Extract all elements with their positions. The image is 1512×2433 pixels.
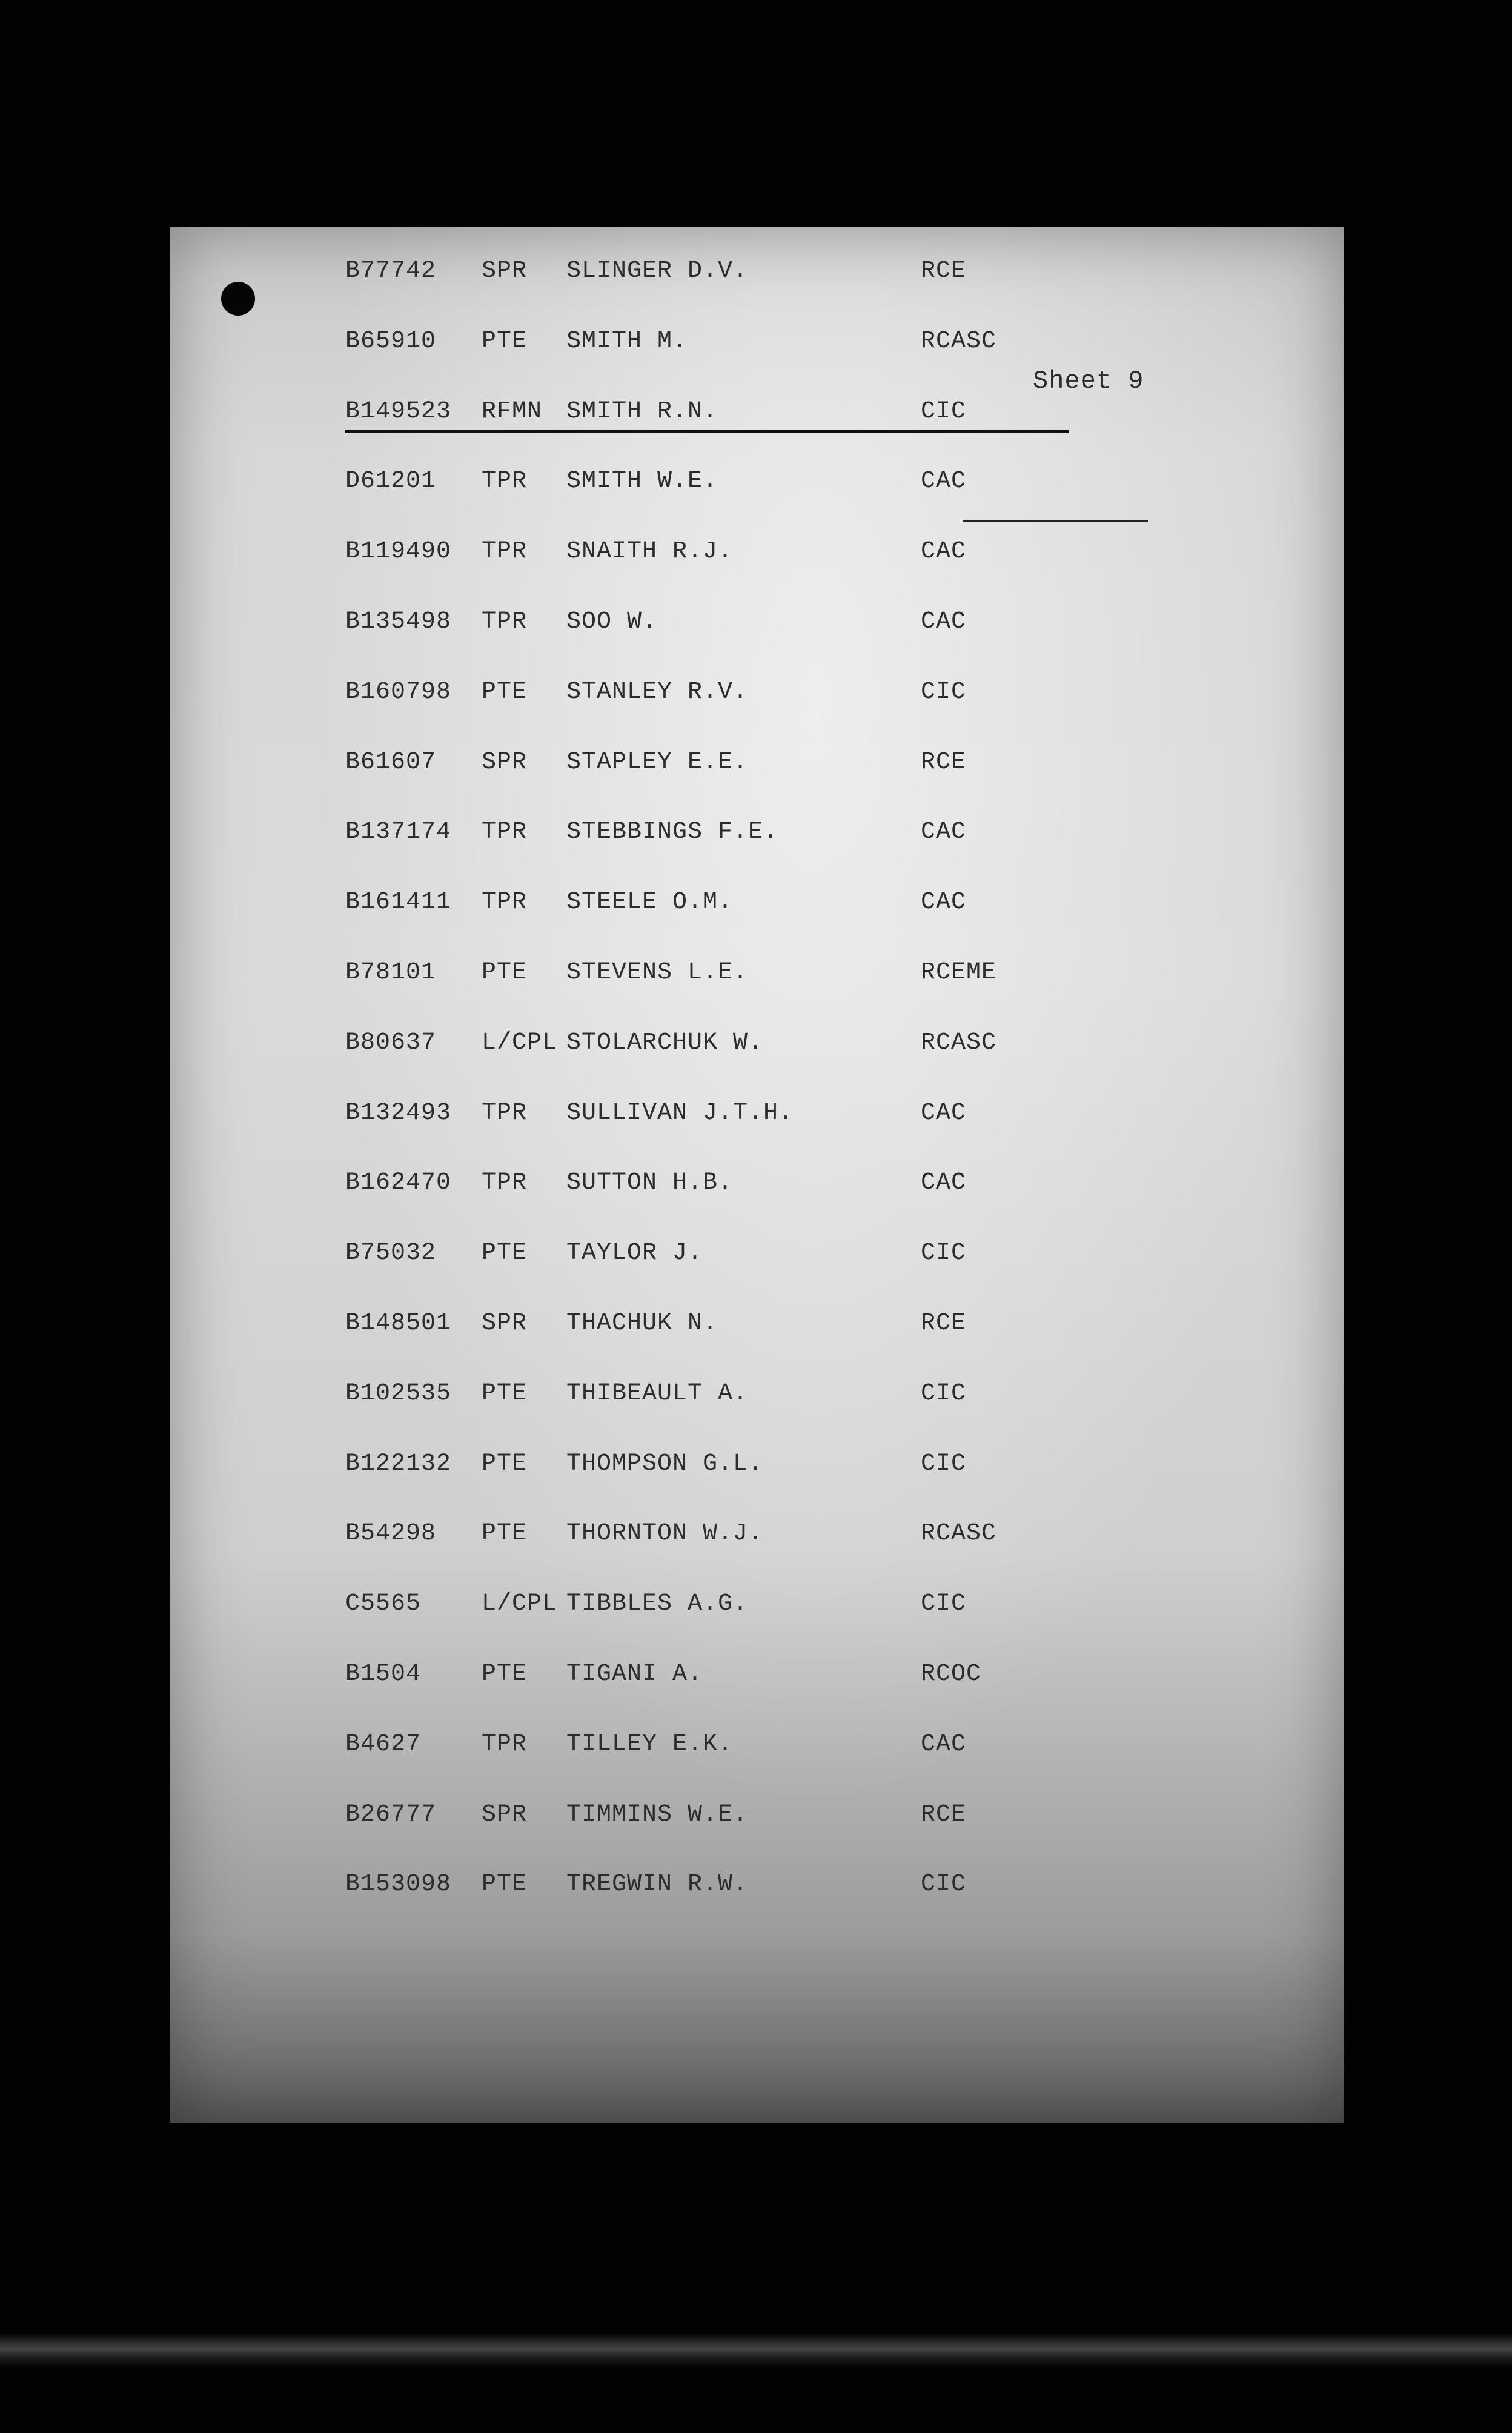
list-row [170, 1520, 1344, 1562]
rank: PTE [482, 1520, 528, 1548]
unit: CIC [921, 1379, 967, 1407]
rank: TPR [482, 889, 528, 917]
list-row [170, 1871, 1344, 1913]
list-row [170, 1590, 1344, 1633]
unit: CAC [921, 1099, 967, 1127]
unit: CAC [921, 1169, 967, 1197]
service-number: D61201 [345, 468, 437, 496]
service-number: B61607 [345, 748, 437, 776]
unit: RCEME [921, 959, 997, 986]
document-sheet [170, 227, 1344, 2123]
rank: PTE [482, 1871, 528, 1899]
rank: PTE [482, 678, 528, 706]
unit: RCE [921, 748, 967, 776]
soldier-name: STEELE O.M. [566, 889, 734, 917]
soldier-name: SULLIVAN J.T.H. [566, 1099, 794, 1127]
list-row [170, 538, 1344, 580]
unit: CIC [921, 678, 967, 706]
unit: CAC [921, 1730, 967, 1758]
rank: TPR [482, 538, 528, 566]
service-number: B161411 [345, 889, 452, 917]
unit: RCASC [921, 1029, 997, 1057]
rank: PTE [482, 1450, 528, 1478]
unit: CAC [921, 608, 967, 636]
unit: CAC [921, 538, 967, 566]
soldier-name: TREGWIN R.W. [566, 1871, 749, 1899]
rank: L/CPL [482, 1029, 558, 1057]
soldier-name: STOLARCHUK W. [566, 1029, 764, 1057]
service-number: B135498 [345, 608, 452, 636]
service-number: B119490 [345, 538, 452, 566]
soldier-name: STEBBINGS F.E. [566, 818, 779, 846]
service-number: B137174 [345, 818, 452, 846]
service-number: B148501 [345, 1310, 452, 1337]
list-row [170, 1731, 1344, 1773]
service-number: B153098 [345, 1871, 452, 1899]
service-number: B54298 [345, 1520, 437, 1548]
service-number: B80637 [345, 1029, 437, 1057]
soldier-name: SOO W. [566, 608, 658, 636]
rank: TPR [482, 1099, 528, 1127]
rank: TPR [482, 818, 528, 846]
soldier-name: STEVENS L.E. [566, 959, 749, 986]
unit: CIC [921, 1450, 967, 1478]
unit: RCE [921, 1801, 967, 1828]
soldier-name: THORNTON W.J. [566, 1520, 764, 1548]
service-number: B1504 [345, 1661, 422, 1688]
soldier-name: THACHUK N. [566, 1310, 718, 1337]
list-row [170, 1310, 1344, 1352]
service-number: B149523 [345, 397, 452, 425]
service-number: C5565 [345, 1590, 422, 1618]
unit: CIC [921, 1871, 967, 1899]
unit: CIC [921, 397, 967, 425]
soldier-name: TIBBLES A.G. [566, 1590, 749, 1618]
service-number: B162470 [345, 1169, 452, 1197]
list-row [170, 679, 1344, 721]
service-number: B160798 [345, 678, 452, 706]
list-row [170, 818, 1344, 861]
scan-edge-noise [0, 2332, 1512, 2369]
unit: RCASC [921, 327, 997, 355]
list-row [170, 1029, 1344, 1072]
service-number: B4627 [345, 1730, 422, 1758]
rank: SPR [482, 1310, 528, 1337]
soldier-name: TILLEY E.K. [566, 1730, 734, 1758]
underline-mark [963, 520, 1148, 522]
rank: TPR [482, 1730, 528, 1758]
unit: CAC [921, 468, 967, 496]
soldier-name: SNAITH R.J. [566, 538, 734, 566]
service-number: B122132 [345, 1450, 452, 1478]
unit: CIC [921, 1240, 967, 1267]
service-number: B78101 [345, 959, 437, 986]
sheet-number: Sheet 9 [1033, 367, 1144, 396]
unit: RCASC [921, 1520, 997, 1548]
rank: L/CPL [482, 1590, 558, 1618]
service-number: B75032 [345, 1240, 437, 1267]
rank: RFMN [482, 397, 543, 425]
soldier-name: THIBEAULT A. [566, 1379, 749, 1407]
list-row [170, 1450, 1344, 1493]
soldier-name: TIGANI A. [566, 1661, 703, 1688]
soldier-name: SMITH R.N. [566, 397, 718, 425]
list-row [170, 1100, 1344, 1142]
rank: PTE [482, 1240, 528, 1267]
service-number: B77742 [345, 257, 437, 285]
list-row [170, 608, 1344, 651]
list-row [170, 1801, 1344, 1844]
rank: PTE [482, 327, 528, 355]
soldier-name: SMITH W.E. [566, 468, 718, 496]
list-row [170, 1380, 1344, 1422]
list-row [170, 328, 1344, 370]
service-number: B102535 [345, 1379, 452, 1407]
rank: TPR [482, 1169, 528, 1197]
list-row [170, 1240, 1344, 1282]
unit: RCOC [921, 1661, 982, 1688]
strikethrough-line [345, 430, 1069, 433]
list-row [170, 398, 1344, 440]
rank: PTE [482, 1661, 528, 1688]
soldier-name: SMITH M. [566, 327, 688, 355]
rank: TPR [482, 608, 528, 636]
rank: SPR [482, 748, 528, 776]
service-number: B65910 [345, 327, 437, 355]
unit: CIC [921, 1590, 967, 1618]
list-row [170, 257, 1344, 300]
service-number: B26777 [345, 1801, 437, 1828]
service-number: B132493 [345, 1099, 452, 1127]
unit: RCE [921, 1310, 967, 1337]
soldier-name: TIMMINS W.E. [566, 1801, 749, 1828]
rank: TPR [482, 468, 528, 496]
list-row [170, 749, 1344, 791]
unit: CAC [921, 889, 967, 917]
list-row [170, 889, 1344, 931]
soldier-name: STAPLEY E.E. [566, 748, 749, 776]
rank: SPR [482, 1801, 528, 1828]
list-row [170, 1169, 1344, 1212]
soldier-name: TAYLOR J. [566, 1240, 703, 1267]
list-row [170, 468, 1344, 510]
unit: RCE [921, 257, 967, 285]
unit: CAC [921, 818, 967, 846]
soldier-name: SLINGER D.V. [566, 257, 749, 285]
list-row [170, 959, 1344, 1001]
rank: PTE [482, 1379, 528, 1407]
soldier-name: STANLEY R.V. [566, 678, 749, 706]
list-row [170, 1661, 1344, 1703]
soldier-name: SUTTON H.B. [566, 1169, 734, 1197]
rank: SPR [482, 257, 528, 285]
rank: PTE [482, 959, 528, 986]
soldier-name: THOMPSON G.L. [566, 1450, 764, 1478]
